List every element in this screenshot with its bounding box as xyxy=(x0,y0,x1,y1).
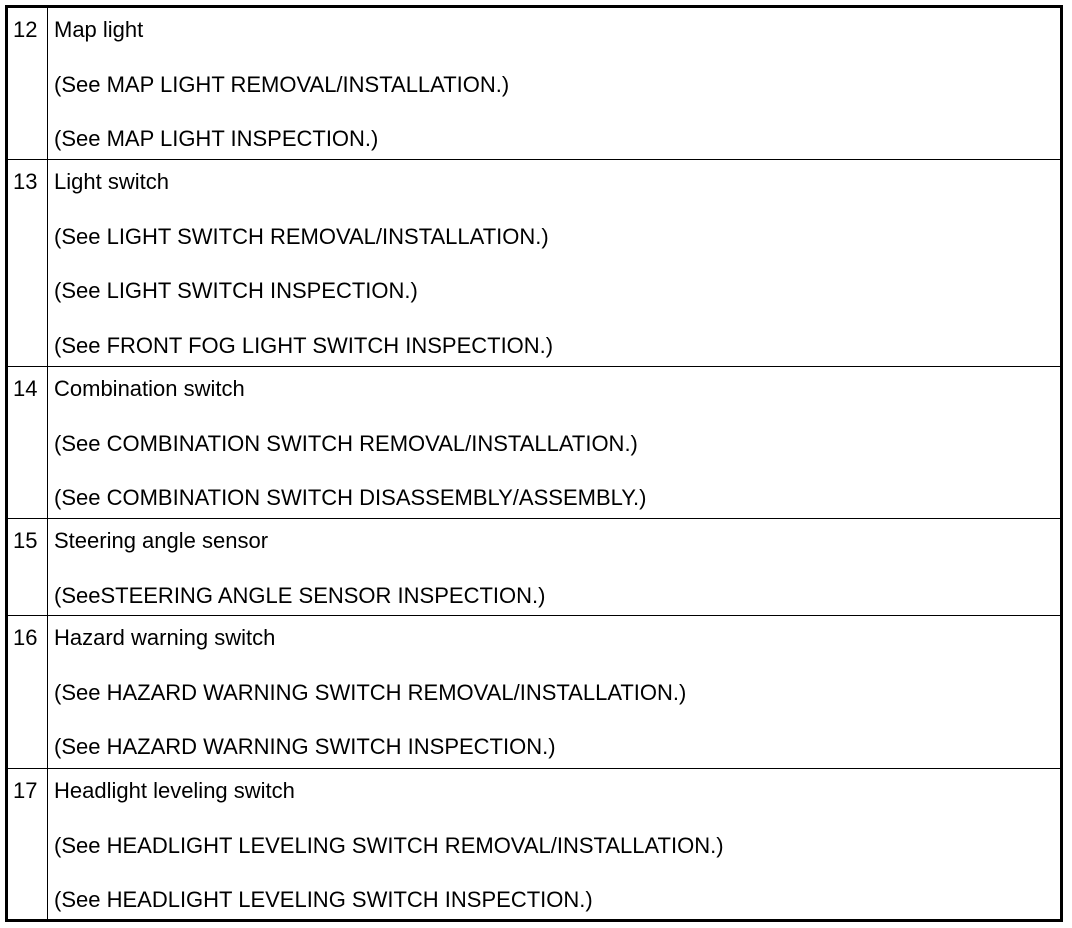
item-reference[interactable]: (See COMBINATION SWITCH DISASSEMBLY/ASSEMBLY.) xyxy=(54,485,647,510)
item-title: Hazard warning switch xyxy=(54,625,276,650)
number-cell xyxy=(8,367,48,519)
table-row xyxy=(8,366,1060,519)
table-row xyxy=(8,159,1060,367)
number-cell xyxy=(8,519,48,616)
component-table xyxy=(5,5,1063,922)
item-title: Map light xyxy=(54,17,144,42)
item-title: Headlight leveling switch xyxy=(54,778,295,803)
item-number: 15 xyxy=(13,528,38,553)
item-number: 14 xyxy=(13,376,38,401)
item-number: 12 xyxy=(13,17,38,42)
item-title: Steering angle sensor xyxy=(54,528,269,553)
number-cell xyxy=(8,769,48,920)
item-reference[interactable]: (See MAP LIGHT INSPECTION.) xyxy=(54,126,379,151)
item-reference[interactable]: (See FRONT FOG LIGHT SWITCH INSPECTION.) xyxy=(54,333,554,358)
number-cell xyxy=(8,8,48,159)
item-title: Combination switch xyxy=(54,376,245,401)
item-reference[interactable]: (See LIGHT SWITCH REMOVAL/INSTALLATION.) xyxy=(54,224,549,249)
item-reference[interactable]: (See HEADLIGHT LEVELING SWITCH INSPECTION.) xyxy=(54,887,593,912)
item-number: 17 xyxy=(13,778,38,803)
item-number: 13 xyxy=(13,169,38,194)
item-reference[interactable]: (See LIGHT SWITCH INSPECTION.) xyxy=(54,278,418,303)
item-reference[interactable]: (See COMBINATION SWITCH REMOVAL/INSTALLATION.) xyxy=(54,431,638,456)
number-cell xyxy=(8,616,48,769)
number-cell xyxy=(8,160,48,367)
item-reference[interactable]: (See HAZARD WARNING SWITCH REMOVAL/INSTALLATION.) xyxy=(54,680,687,705)
item-title: Light switch xyxy=(54,169,169,194)
item-number: 16 xyxy=(13,625,38,650)
table-row xyxy=(8,8,1060,159)
table-row xyxy=(8,615,1060,769)
item-reference[interactable]: (See HEADLIGHT LEVELING SWITCH REMOVAL/INSTALLATION.) xyxy=(54,833,724,858)
table-row xyxy=(8,518,1060,616)
item-reference[interactable]: (SeeSTEERING ANGLE SENSOR INSPECTION.) xyxy=(54,583,546,608)
table-row xyxy=(8,768,1060,920)
item-reference[interactable]: (See HAZARD WARNING SWITCH INSPECTION.) xyxy=(54,734,556,759)
item-reference[interactable]: (See MAP LIGHT REMOVAL/INSTALLATION.) xyxy=(54,72,510,97)
